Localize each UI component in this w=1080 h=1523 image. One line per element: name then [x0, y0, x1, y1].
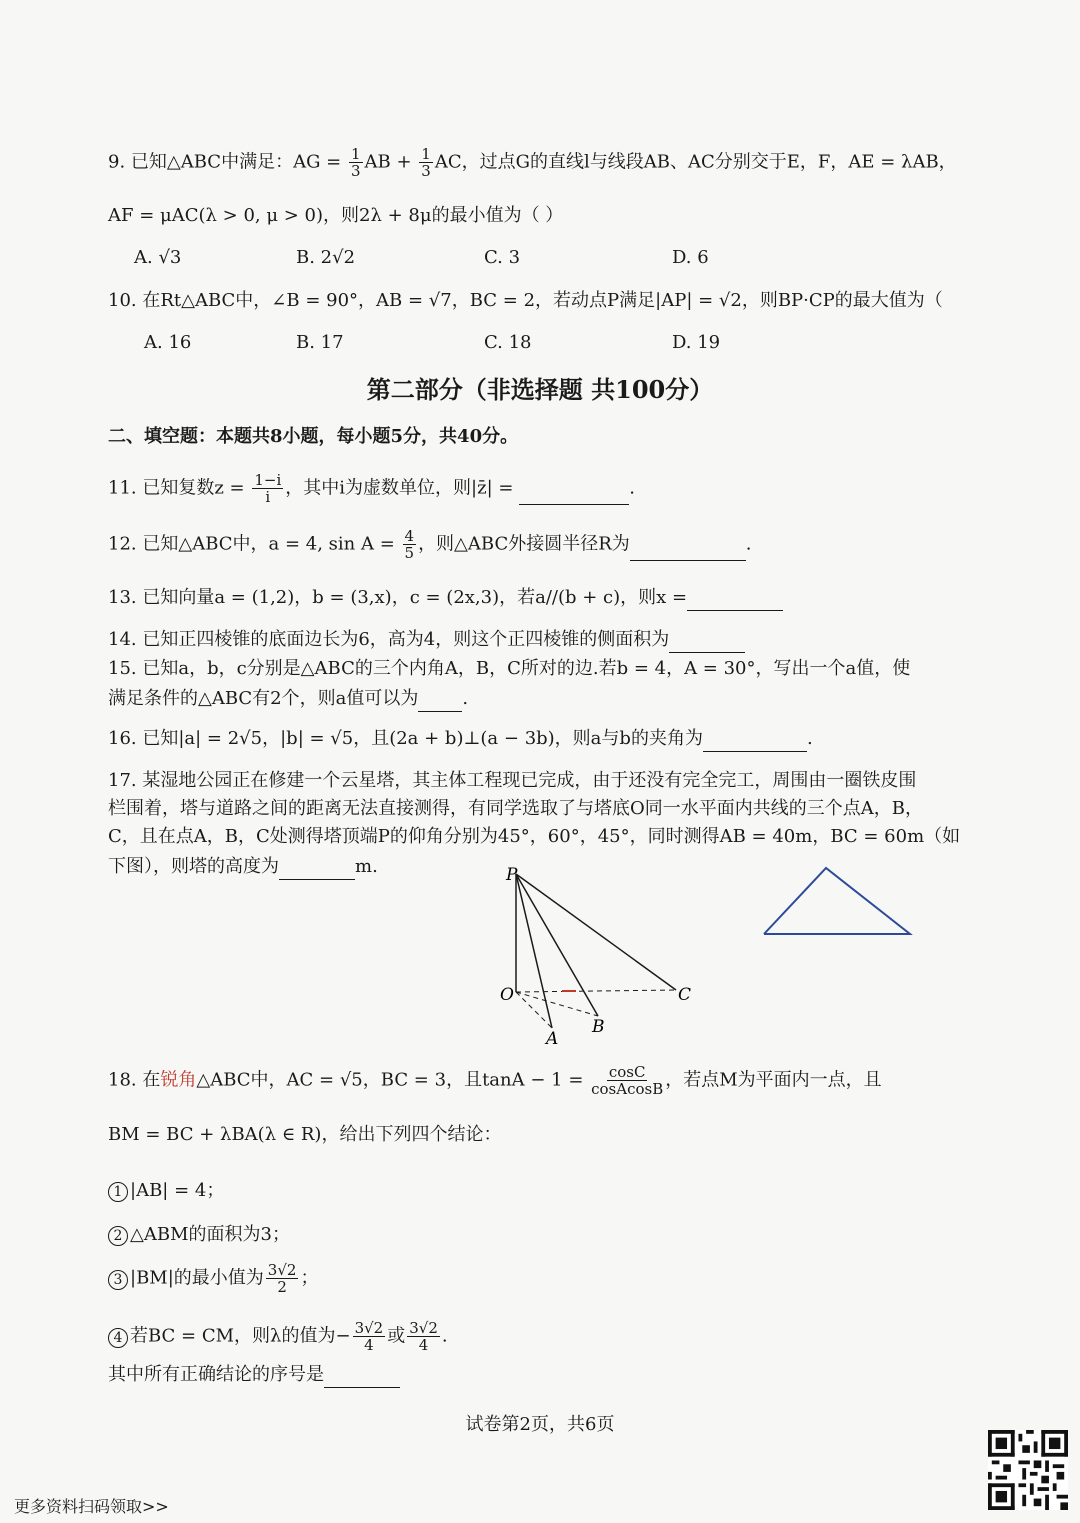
fraction: $\frac{3√2}{2}$	[267, 1261, 297, 1296]
answer-blank[interactable]	[418, 693, 462, 712]
answer-blank[interactable]	[630, 542, 746, 561]
q10-option-b: B. 17	[296, 332, 344, 353]
q17-line2: 栏围着，塔与道路之间的距离无法直接测得，有同学选取了与塔底O同一水平面内共线的三个点A，B，	[108, 798, 923, 819]
q18-conclusion-4: 4 若BC = CM，则λ的值为− $\frac{3√2}{4}$ 或 $\frac{3√2}{4}$ .	[108, 1320, 448, 1353]
fraction: $\frac{3√2}{4}$	[409, 1319, 438, 1354]
line-pb	[516, 874, 598, 1016]
q16: 16. 已知|a| = 2√5，|b| = √5，且(2a + b)⊥(a − 3b)，则a与b的夹角为 .	[108, 726, 813, 752]
q18-line1: 18. 在锐角△ABC中，AC = √5，BC = 3，且tanA − 1 = $\frac{\cos C}{\text{cosAcosB}}$ ，若点M为平面内一点，且	[108, 1063, 882, 1098]
q17-line4: 下图），则塔的高度为 m.	[108, 854, 378, 880]
qr-code-icon[interactable]	[988, 1430, 1068, 1510]
label-b: B	[592, 1017, 605, 1037]
q18-conclusion-3: 3 |BM|的最小值为 $\frac{3√2}{2}$ ；	[108, 1262, 318, 1295]
q9-option-c: C. 3	[484, 247, 521, 268]
circle-number: 2	[108, 1226, 128, 1246]
fill-header: 二、填空题：本题共8小题，每小题5分，共40分。	[108, 426, 519, 447]
q10-option-d: D. 19	[672, 332, 721, 353]
q9-option-b: B. 2√2	[296, 247, 356, 268]
q12: 12. 已知△ABC中，a = 4, sin A = $\frac{4}{5}$ ，则△ABC外接圆半径R为 .	[108, 527, 752, 562]
label-c: C	[678, 985, 692, 1005]
q17-line1: 17. 某湿地公园正在修建一个云星塔，其主体工程现已完成，由于还没有完全完工，周围由一圈铁皮围	[108, 770, 917, 791]
fraction: $\frac{\cos C}{\text{cosAcosB}}$	[591, 1063, 664, 1098]
q18-conclusion-2: 2 △ABM的面积为3；	[108, 1222, 290, 1248]
page-footer: 试卷第2页，共6页	[465, 1414, 615, 1435]
line-pc	[516, 874, 676, 990]
q15-line2: 满足条件的△ABC有2个，则a值可以为 .	[108, 686, 468, 712]
circle-number: 3	[108, 1270, 128, 1290]
more-resources-link[interactable]: 更多资料扫码领取>>	[14, 1497, 169, 1516]
label-o: O	[500, 985, 514, 1005]
fraction: $\frac{1}{3}$	[421, 145, 431, 180]
circle-number: 4	[108, 1328, 128, 1348]
line-oc	[516, 990, 676, 992]
q13: 13. 已知向量a = (1,2)，b = (3,x)，c = (2x,3)，若a//(b + c)，则x =	[108, 585, 783, 611]
triangle-sketch	[758, 862, 918, 942]
q9-line2: AF = μAC(λ > 0, μ > 0)，则2λ + 8μ的最小值为（ ）	[108, 205, 564, 226]
q17-line3: C，且在点A，B，C处测得塔顶端P的仰角分别为45°，60°，45°，同时测得AB = 40m，BC = 60m（如	[108, 826, 961, 847]
answer-blank[interactable]	[279, 861, 355, 880]
q14: 14. 已知正四棱锥的底面边长为6，高为4，则这个正四棱锥的侧面积为	[108, 627, 745, 653]
answer-blank[interactable]	[703, 733, 807, 752]
q15-line1: 15. 已知a，b，c分别是△ABC的三个内角A，B，C所对的边.若b = 4，A = 30°，写出一个a值，使	[108, 658, 911, 679]
q9-option-d: D. 6	[672, 247, 709, 268]
q18-line2: BM = BC + λBA(λ ∈ R)，给出下列四个结论：	[108, 1124, 502, 1145]
triangle-shape	[764, 868, 910, 934]
q9-option-a: A. √3	[134, 247, 182, 268]
q10-option-c: C. 18	[484, 332, 532, 353]
answer-blank[interactable]	[519, 486, 629, 505]
label-a: A	[546, 1029, 559, 1049]
section-title: 第二部分（非选择题 共100分）	[366, 375, 714, 404]
label-p: P	[506, 865, 518, 885]
q10-option-a: A. 16	[144, 332, 192, 353]
fraction: $\frac{4}{5}$	[404, 527, 415, 562]
q11: 11. 已知复数z = $\frac{1-i}{i}$ ，其中i为虚数单位，则|z̄| = .	[108, 471, 635, 506]
answer-blank[interactable]	[324, 1369, 400, 1388]
fraction: $\frac{3√2}{4}$	[354, 1319, 384, 1354]
answer-blank[interactable]	[687, 592, 783, 611]
fraction: $\frac{1-i}{i}$	[254, 471, 282, 506]
q18-last: 其中所有正确结论的序号是	[108, 1362, 400, 1388]
fraction: $\frac{1}{3}$	[350, 145, 361, 180]
q10-text: 10. 在Rt△ABC中，∠B = 90°，AB = √7，BC = 2，若动点P满足|AP| = √2，则BP·CP的最大值为（	[108, 290, 943, 311]
q9-line1: 9. 已知△ABC中满足：AG = $\frac{1}{3}$ AB + $\frac{1}{3}$ AC，过点G的直线l与线段AB、AC分别交于E，F，AE = λAB，	[108, 145, 957, 180]
tower-diagram	[490, 860, 710, 1050]
circle-number: 1	[108, 1182, 128, 1202]
answer-blank[interactable]	[669, 634, 745, 653]
q18-conclusion-1: 1 |AB| = 4；	[108, 1178, 224, 1204]
